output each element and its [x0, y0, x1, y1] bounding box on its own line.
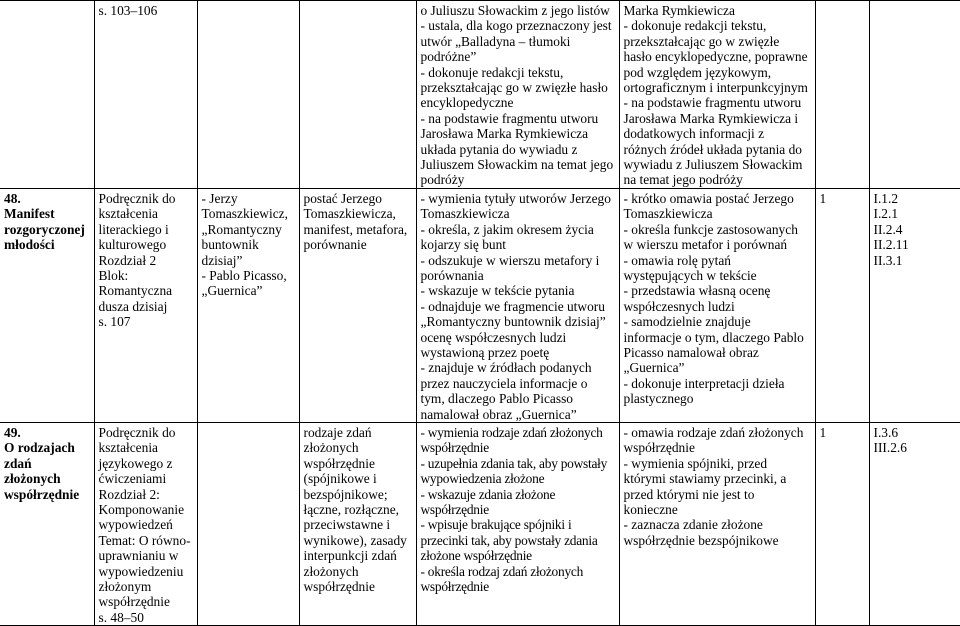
cell-line: o Juliuszu Słowackim z jego listów [420, 3, 610, 18]
cell-line: 1 [819, 190, 827, 206]
cell-line: - wymienia rodzaje zdań złożonych współrzędnie [420, 424, 603, 456]
cell-line: s. 103–106 [98, 3, 158, 18]
extended-requirements-cell [619, 188, 815, 422]
concepts-cell [299, 188, 416, 422]
cell-line: s. 107 [98, 314, 131, 330]
cell-line: - wpisuje brakujące spójniki i przecinki tak, aby powstały zdania złożone współrzędnie [420, 517, 598, 564]
extended-requirements-cell [619, 1, 815, 189]
cell-line: - ustala, dla kogo przeznaczony jest utwór „Balladyna – tłumoki podróżne” [420, 18, 612, 65]
basic-requirements-cell [416, 422, 619, 625]
cell-line: - określa, z jakim okresem życia kojarzy się bunt [420, 221, 594, 253]
cell-line: - omawia rolę pytań występujących w tekście [623, 252, 757, 283]
cell-line: Rozdział 2: Komponowanie wypowiedzeń [98, 486, 185, 533]
cell-line: - zaznacza zdanie złożone współrzędnie bezspójnikowe [623, 517, 779, 548]
cell-line: - odnajduje we fragmencie utworu „Romantyczny buntownik dzisiaj” ocenę współczesnych ludzi wystawioną przez poetę [420, 298, 606, 360]
cell-line: - wskazuje w tekście pytania [420, 283, 575, 299]
cell-line: s. 48–50 [98, 609, 144, 625]
texts-cell [197, 188, 299, 422]
table-row [0, 188, 960, 422]
cell-line: - Pablo Picasso, „Guernica” [201, 267, 287, 299]
table-row [0, 1, 960, 189]
cell-line: 1 [819, 424, 827, 440]
texts-cell [197, 422, 299, 625]
texts-cell [197, 1, 299, 189]
cell-line: 49. [4, 424, 21, 440]
source-cell [94, 1, 197, 189]
cell-line: - uzupełnia zdania tak, aby powstały wypowiedzenia złożone [420, 455, 608, 487]
cell-line: I.1.2 [873, 190, 899, 206]
lesson-cell [0, 422, 94, 625]
hours-cell [815, 1, 869, 189]
cell-line: I.3.6 [873, 424, 899, 440]
lesson-cell [0, 1, 94, 189]
cell-line: III.2.6 [873, 440, 907, 456]
cell-line: rodzaje zdań złożonych współrzędnie (spójnikowe i bezspójnikowe; łączne, rozłączne, przeciwstawne i wynikowe), zasady interpunkcji zdań złożonych współrzędnie [303, 424, 407, 595]
cell-line: - określa funkcje zastosowanych w wierszu metafor i porównań [623, 221, 798, 253]
cell-line: Temat: O równo-uprawnianiu w wypowiedzeniu złożonym współrzędnie [98, 532, 191, 610]
hours-cell [815, 188, 869, 422]
cell-line: Podręcznik do kształcenia literackiego i kulturowego [98, 190, 176, 253]
standards-cell [869, 1, 960, 189]
cell-line: II.2.4 [873, 221, 903, 237]
lesson-cell [0, 188, 94, 422]
cell-line: II.3.1 [873, 252, 903, 268]
cell-line: - krótko omawia postać Jerzego Tomaszkiewicza [623, 190, 794, 222]
cell-line: - samodzielnie znajduje informacje o tym, dlaczego Pablo Picasso namalował obraz „Guernica” [623, 314, 804, 376]
cell-line: - określa rodzaj zdań złożonych współrzędnie [420, 563, 584, 595]
cell-line: - omawia rodzaje zdań złożonych współrzędnie [623, 424, 804, 456]
cell-line: - wymienia spójniki, przed którymi stawiamy przecinki, a przed którymi nie jest to konieczne [623, 455, 787, 517]
cell-line: - na podstawie fragmentu utworu Jarosława Marka Rymkiewicza i dodatkowych informacji z różnych źródeł układa pytania do wywiadu z Juliuszem Słowackim na temat jego podróży [623, 95, 803, 188]
standards-cell [869, 422, 960, 625]
cell-line: I.2.1 [873, 206, 899, 222]
basic-requirements-cell [416, 1, 619, 189]
extended-requirements-cell [619, 422, 815, 625]
cell-line: - dokonuje redakcji tekstu, przekształcając go w zwięzłe hasło encyklopedyczne, poprawne pod względem językowym, ortograficznym i interpunkcyjnym [623, 18, 808, 96]
cell-line: - dokonuje interpretacji dzieła plastycznego [623, 375, 785, 407]
cell-line: Podręcznik do kształcenia językowego z ćwiczeniami [98, 424, 176, 487]
cell-line: - odszukuje w wierszu metafory i porównania [420, 252, 600, 283]
cell-line: II.2.11 [873, 237, 909, 253]
cell-line: - dokonuje redakcji tekstu, przekształcając go w zwięzłe hasło encyklopedyczne [420, 64, 608, 111]
cell-line: 48. [4, 190, 21, 206]
hours-cell [815, 422, 869, 625]
cell-line: postać Jerzego Tomaszkiewicza, manifest, metafora, porównanie [303, 190, 408, 253]
concepts-cell [299, 422, 416, 625]
cell-line: Blok: Romantyczna dusza dzisiaj [98, 267, 173, 314]
cell-line: - Jerzy Tomaszkiewicz, „Romantyczny buntownik dzisiaj” [201, 190, 288, 268]
cell-line: Rozdział 2 [98, 252, 157, 268]
basic-requirements-cell [416, 188, 619, 422]
standards-cell [869, 188, 960, 422]
source-cell [94, 188, 197, 422]
cell-line: - wskazuje zdania złożone współrzędnie [420, 486, 556, 517]
cell-line: - na podstawie fragmentu utworu Jarosława Marka Rymkiewicza układa pytania do wywiadu z Juliuszem Słowackim na temat jego podróży [420, 110, 614, 188]
cell-line: Marka Rymkiewicza [623, 3, 735, 18]
table-row [0, 422, 960, 625]
cell-line: - znajduje w źródłach podanych przez nauczyciela informacje o tym, dlaczego Pablo Picasso namalował obraz „Guernica” [420, 360, 592, 422]
cell-line: - wymienia tytuły utworów Jerzego Tomaszkiewicza [420, 190, 611, 222]
source-cell [94, 422, 197, 625]
cell-line: O rodzajach zdań złożonych współrzędnie [4, 440, 80, 502]
concepts-cell [299, 1, 416, 189]
cell-line: - przedstawia własną ocenę współczesnych ludzi [623, 283, 771, 314]
cell-line: Manifest rozgoryczonej młodości [4, 206, 85, 253]
